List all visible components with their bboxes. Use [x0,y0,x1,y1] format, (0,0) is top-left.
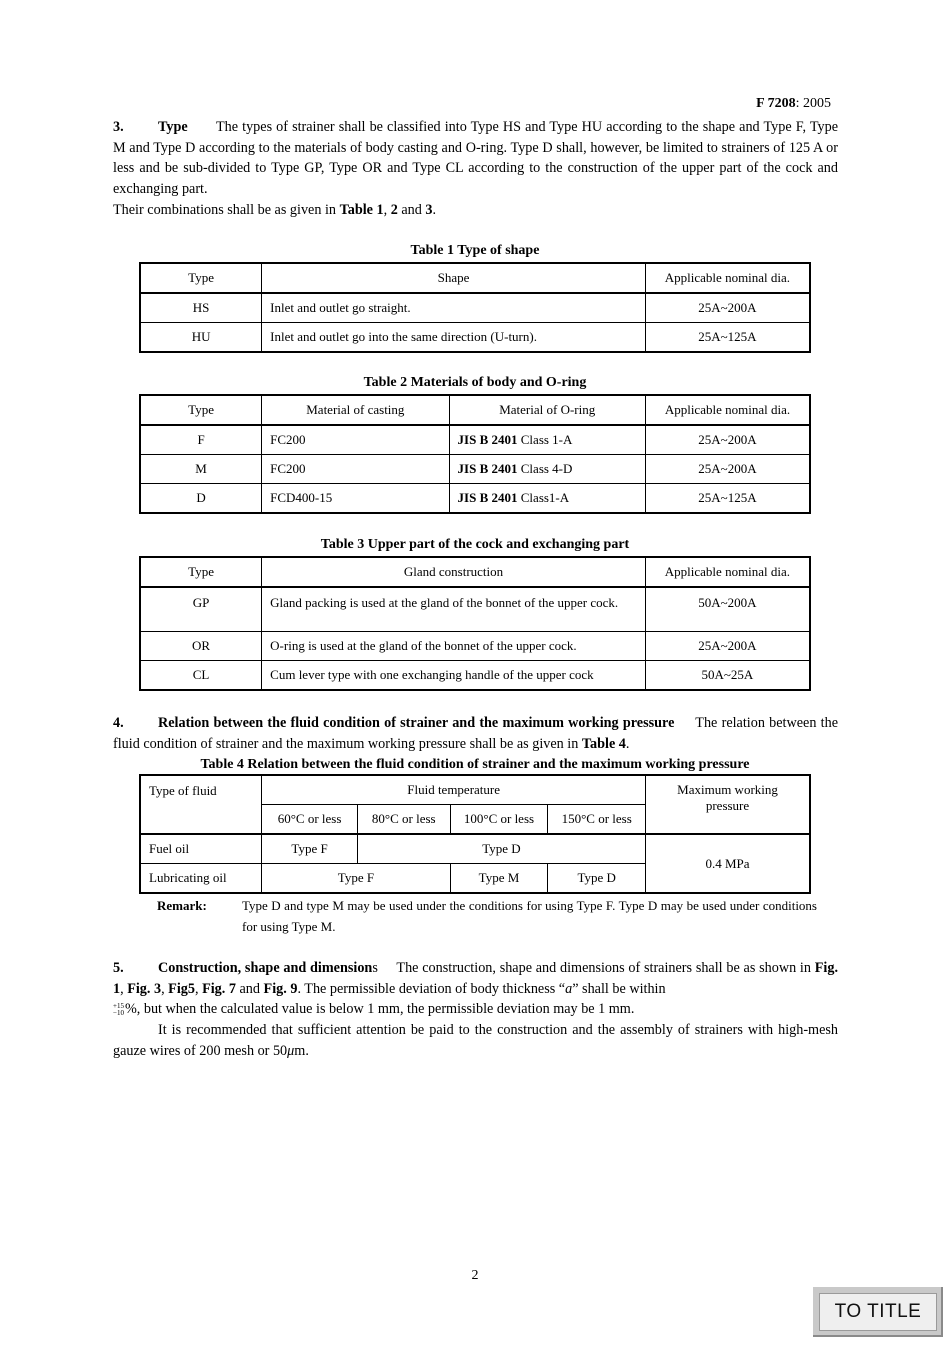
max-pressure-value: 0.4 MPa [646,834,810,893]
cell-type: OR [140,632,262,661]
cell-shape: Inlet and outlet go straight. [262,293,646,323]
table-row [140,484,810,514]
jis-standard: JIS B 2401 [457,432,518,447]
tolerance [113,1003,124,1017]
temp-150: 150°C or less [548,805,646,835]
header-fluid-temperature: Fluid temperature [262,775,646,805]
cell-type: M [140,455,262,484]
tolerance-upper: +15 [113,1002,124,1011]
table3-caption: Table 3 Upper part of the cock and exchanging part [320,537,630,552]
table-header-row [140,557,810,587]
header-oring: Material of O-ring [449,395,645,425]
header-type: Type [140,557,262,587]
remark-text: Type D and type M may be used under the conditions for using Type F. Type D may be used under conditions for using Type M. [242,898,817,934]
jis-standard: JIS B 2401 [457,461,518,476]
oring-class: Class 4-D [517,461,573,476]
cell-casting: FCD400-15 [262,484,449,514]
cell-casting: FC200 [262,425,449,455]
page-number: 2 [471,1268,479,1283]
header-dia: Applicable nominal dia. [645,395,810,425]
header-dia: Applicable nominal dia. [645,557,810,587]
table2-caption: Table 2 Materials of body and O-ring [363,375,587,390]
table-row [140,323,810,353]
ref-separator: , [194,980,203,997]
fluid-lubricating-oil: Lubricating oil [140,864,262,894]
table3 [139,556,811,691]
header-casting: Material of casting [262,395,449,425]
combination-text: Their combinations shall be as given in [113,201,340,218]
table-row [140,455,810,484]
document-number: F 7208 [756,96,796,111]
temp-60: 60°C or less [262,805,358,835]
fig1-ref: Fig. 1 [113,960,838,997]
cell-dia: 50A~200A [645,587,810,632]
header-dia: Applicable nominal dia. [645,263,810,293]
table4-ref: Table 4 [581,735,626,752]
section-5-text: ” shall be within [572,980,666,997]
period: . [432,201,437,218]
cell-gland: Cum lever type with one exchanging handle of the upper cock [262,661,646,691]
micro-symbol: μ [287,1042,295,1059]
jis-standard: JIS B 2401 [457,490,518,505]
fig7-ref: Fig. 7 [202,980,236,997]
header-gland: Gland construction [262,557,646,587]
cell-oring [449,484,645,514]
table2 [139,394,811,514]
cell-casting: FC200 [262,455,449,484]
section-5-title-tail: s [372,960,378,976]
fuel-type-f: Type F [262,834,358,864]
section-4-text: The relation between the fluid condition of strainer and the maximum working pressure shall be as given in [113,715,838,752]
cell-type: F [140,425,262,455]
section-3-text: The types of strainer shall be classified into Type HS and Type HU according to the shape and Type F, Type M and Type D according to the materials of body casting and O-ring. Type D shall, however, be limited to strainers of 125 A or less and be sub-divided to Type GP, Type OR and Type CL according to the construction of the upper part of the cock and exchanging part. [113,119,838,198]
cell-gland: Gland packing is used at the gland of the bonnet of the upper cock. [262,587,646,632]
table2-ref: 2 [390,201,398,218]
tolerance-lower: −10 [113,1009,124,1018]
table1 [139,262,811,353]
ref-separator: , [161,980,169,997]
temp-80: 80°C or less [357,805,450,835]
table-row [140,293,810,323]
table-row [140,587,810,632]
lube-type-d: Type D [548,864,646,894]
unit-suffix: m. [294,1042,309,1059]
section-5-title: Construction, shape and dimension [158,960,373,976]
cell-type: D [140,484,262,514]
ref-separator: , [120,980,128,997]
fig5-ref: Fig5 [168,980,195,997]
cell-type: HS [140,293,262,323]
fig3-ref: Fig. 3 [127,980,162,997]
cell-type: HU [140,323,262,353]
document-year: : 2005 [795,96,831,111]
table-row [140,425,810,455]
ref-separator: and [397,201,426,218]
section-5-text: %, but when the calculated value is below 1 mm, the permissible deviation may be 1 mm. [124,1001,635,1018]
table-header-row [140,775,810,805]
to-title-button[interactable] [813,1287,943,1337]
cell-gland: O-ring is used at the gland of the bonnet of the upper cock. [262,632,646,661]
fuel-type-d: Type D [357,834,645,864]
document-code [756,96,831,112]
period: . [625,735,630,752]
section-3-title: Type [158,119,188,135]
cell-dia: 25A~200A [645,455,810,484]
cell-dia: 25A~200A [645,293,810,323]
section-5 [113,958,838,1062]
recommendation-text: It is recommended that sufficient attention be paid to the construction and the assembly of strainers with high-mesh gauze wires of 200 mesh or 50 [113,1022,838,1059]
table-row [140,661,810,691]
section-4 [113,713,838,754]
cell-oring [449,455,645,484]
header-max-pressure: Maximum working pressure [646,775,810,834]
table-header-row [140,395,810,425]
table4-caption: Table 4 Relation between the fluid condition of strainer and the maximum working pressure [200,757,750,772]
thickness-variable: a [565,980,573,997]
section-3 [113,117,838,221]
section-5-text: . The permissible deviation of body thickness “ [297,980,566,997]
cell-dia: 25A~125A [645,484,810,514]
cell-dia: 25A~200A [645,632,810,661]
ref-separator: and [235,980,264,997]
remark [157,896,817,937]
header-type: Type [140,263,262,293]
cell-type: GP [140,587,262,632]
oring-class: Class1-A [517,490,570,505]
cell-shape: Inlet and outlet go into the same direction (U-turn). [262,323,646,353]
header-type: Type [140,395,262,425]
section-5-text: The construction, shape and dimensions of strainers shall be as shown in [396,960,815,976]
table-row [140,834,810,864]
lube-type-f: Type F [262,864,450,894]
table4 [139,774,811,894]
section-4-number: 4. [113,715,124,731]
to-title-label: TO TITLE [819,1293,937,1331]
header-type-of-fluid: Type of fluid [140,775,262,834]
cell-dia: 25A~125A [645,323,810,353]
section-5-number: 5. [113,960,124,976]
table3-ref: 3 [425,201,433,218]
ref-separator: , [383,201,391,218]
cell-type: CL [140,661,262,691]
table-header-row [140,263,810,293]
section-3-number: 3. [113,119,124,135]
section-4-title: Relation between the fluid condition of strainer and the maximum working pressure [158,715,675,731]
table1-caption: Table 1 Type of shape [410,243,540,258]
oring-class: Class 1-A [517,432,573,447]
lube-type-m: Type M [450,864,548,894]
cell-dia: 50A~25A [645,661,810,691]
temp-100: 100°C or less [450,805,548,835]
fig9-ref: Fig. 9 [263,980,298,997]
fluid-fuel-oil: Fuel oil [140,834,262,864]
cell-dia: 25A~200A [645,425,810,455]
remark-label: Remark: [157,898,207,913]
table-row [140,632,810,661]
header-shape: Shape [262,263,646,293]
cell-oring [449,425,645,455]
table1-ref: Table 1 [339,201,384,218]
